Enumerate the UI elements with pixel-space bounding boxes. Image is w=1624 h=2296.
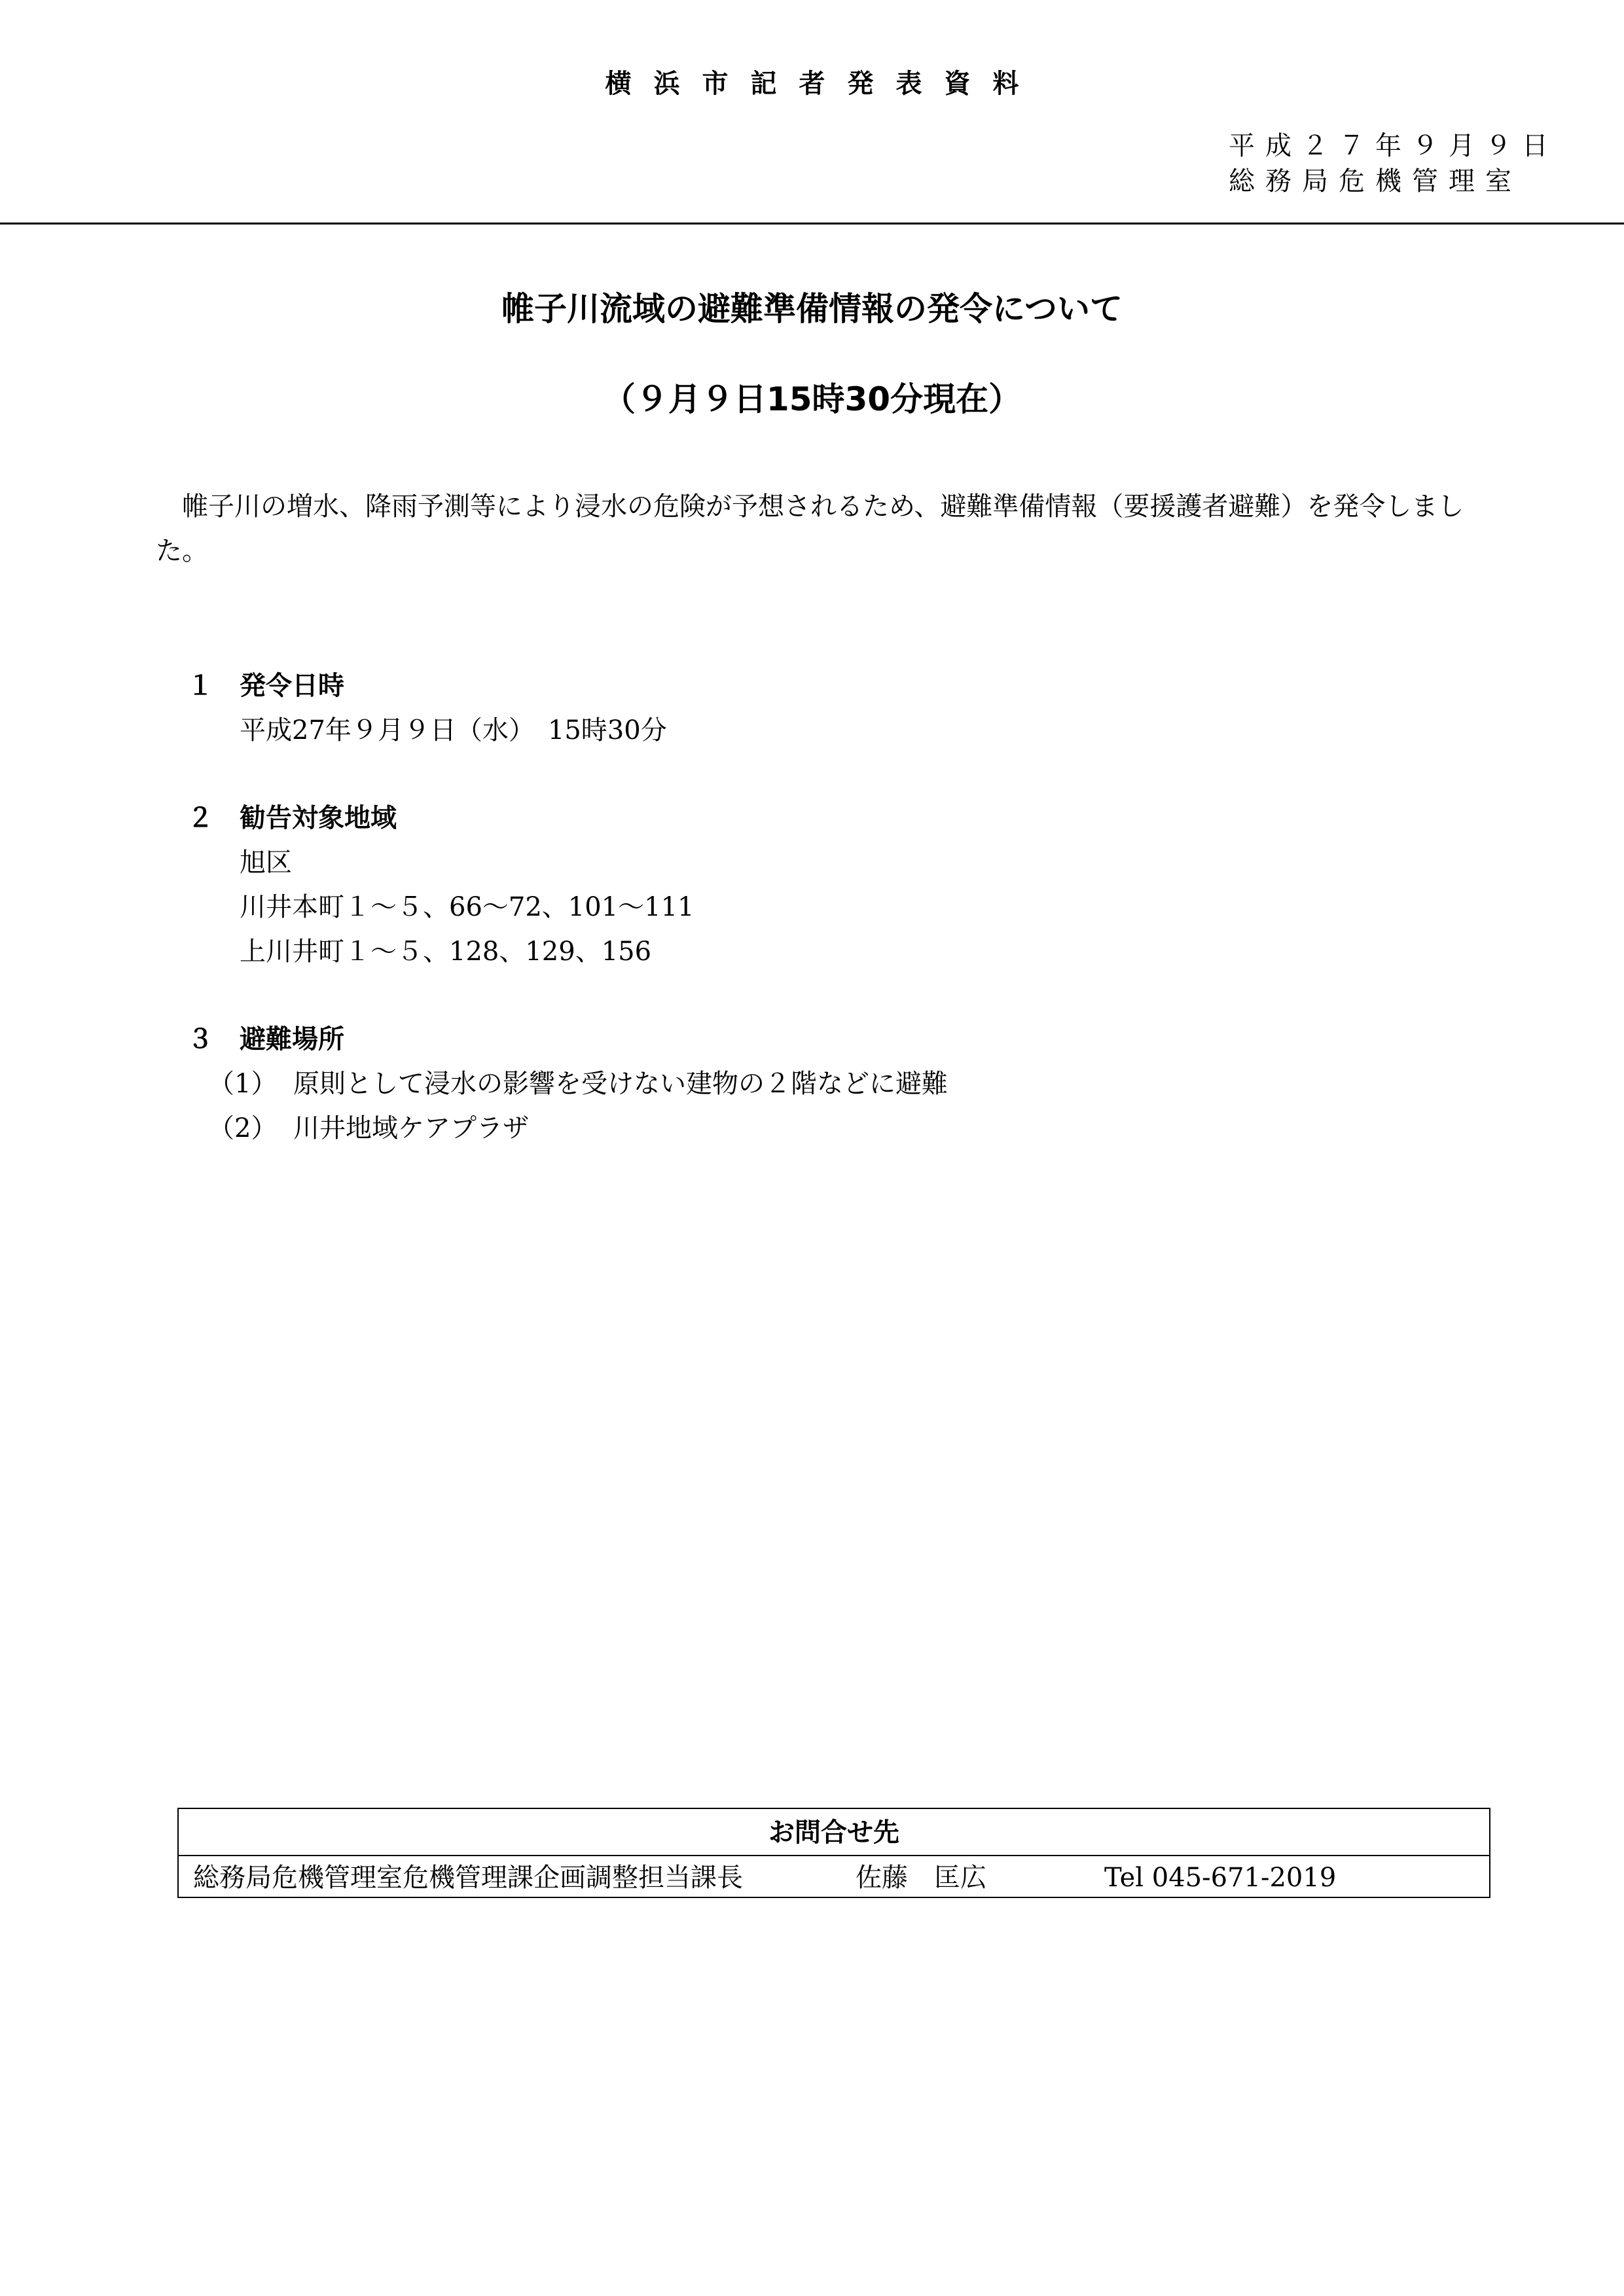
section-3-heading [187, 1018, 344, 1056]
section-2-title: 勧告対象地域 [240, 803, 397, 833]
document-subtitle: （９月９日15時30分現在） [602, 380, 1022, 418]
header-divider [0, 223, 1624, 224]
section-3-title: 避難場所 [240, 1024, 344, 1054]
intro-paragraph: 帷子川の増水、降雨予測等により浸水の危険が予想されるため、避難準備情報（要援護者避難）を発令しました。 [156, 492, 1464, 566]
header-date: 平成２７年９月９日 [1229, 131, 1559, 161]
section-1-line-1: 平成27年９月９日（水） 15時30分 [240, 715, 667, 745]
section-2-number: ２ [187, 803, 213, 833]
section-1-title: 発令日時 [240, 671, 344, 701]
section-1-number: １ [187, 671, 213, 701]
section-2-line-2: 川井本町１～５、66～72、101～111 [240, 892, 695, 922]
section-2-heading [187, 797, 397, 834]
section-3-item-2-marker: （2） [208, 1113, 278, 1143]
header-department: 総務局危機管理室 [1229, 166, 1522, 196]
contact-person: 佐藤 匡広 [856, 1863, 986, 1893]
section-3-item-2 [208, 1107, 529, 1145]
header-title: 横浜市記者発表資料 [605, 69, 1041, 99]
section-3-item-2-text: 川井地域ケアプラザ [293, 1113, 529, 1143]
document-title: 帷子川流域の避難準備情報の発令について [501, 290, 1123, 328]
section-2-line-1: 旭区 [240, 848, 292, 878]
contact-tel: Tel 045-671-2019 [1104, 1863, 1337, 1893]
contact-department: 総務局危機管理室危機管理課企画調整担当課長 [193, 1863, 743, 1893]
section-3-number: ３ [187, 1024, 213, 1054]
header-meta [1229, 128, 1559, 199]
section-3-item-1 [208, 1063, 948, 1100]
section-3-item-1-text: 原則として浸水の影響を受けない建物の２階などに避難 [293, 1069, 948, 1099]
section-3-item-1-marker: （1） [208, 1069, 278, 1099]
section-1-heading [187, 665, 344, 702]
contact-box [177, 1808, 1490, 1898]
section-2-line-3: 上川井町１～５、128、129、156 [240, 937, 652, 967]
contact-heading: お問合せ先 [179, 1809, 1489, 1856]
